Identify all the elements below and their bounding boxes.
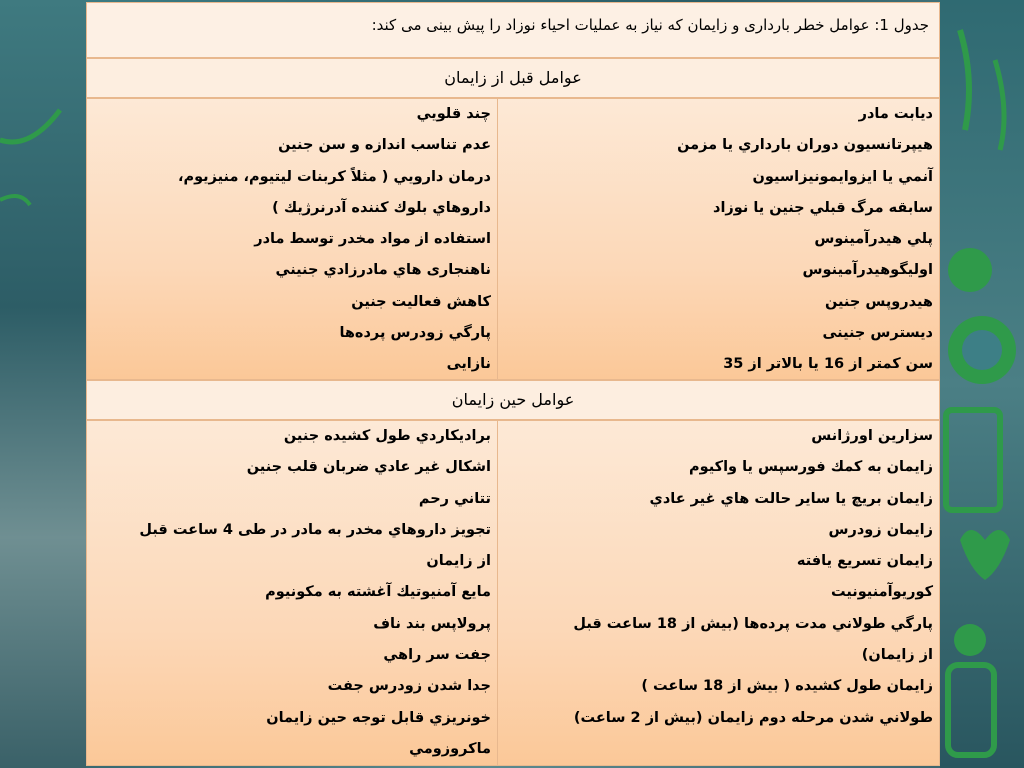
factor-item: كاهش فعاليت جنين [351,293,491,310]
factor-item: پارگي طولاني مدت پرده‌ها (بيش از 18 ساعت قبل [573,615,933,632]
factor-item: آنمي يا ايزوايمونيزاسيون [752,168,933,185]
factor-item: كوريوآمنيونيت [831,584,933,601]
intrapartum-left-column [87,421,498,765]
risk-factors-table [86,2,940,766]
factor-item: ديابت مادر [858,106,933,122]
factor-item: طولاني شدن مرحله دوم زايمان (بيش از 2 ساعت) [573,709,933,726]
prenatal-right-column [495,99,939,379]
factor-item: مايع آمنيوتيك آغشته به مكونيوم [265,584,491,601]
prenatal-section-header [86,58,940,98]
factor-item: زايمان زودرس [828,521,933,538]
factor-item: جدا شدن زودرس جفت [327,678,491,695]
decorative-left-icons [0,0,86,768]
factor-item: سن كمتر از 16 يا بالاتر از 35 [723,356,933,373]
factor-item: درمان دارويي ( مثلاً كربنات ليتيوم، منيزيوم، [177,168,491,185]
intrapartum-section-header [86,380,940,420]
prenatal-left-column [87,99,498,379]
intrapartum-section-title: عوامل حین زایمان [451,390,575,409]
factor-item: داروهاي بلوك كننده آدرنرژيك ) [272,199,491,216]
factor-item: براديكاردي طول كشيده جنين [283,428,491,444]
factor-item: هيدروپس جنين [824,293,933,310]
factor-item: نازايى [446,356,491,373]
factor-item: از زايمان) [861,647,933,664]
factor-item: از زايمان [426,553,491,570]
table-title-row [86,2,940,58]
factor-item: ماكروزومي [409,740,491,757]
factor-item: سابقه مرگ قبلي جنين يا نوزاد [713,199,933,216]
factor-item: پلي هيدرآمينوس [814,231,933,248]
factor-item: تتاني رحم [418,490,491,507]
factor-item: جفت سر راهي [383,647,491,664]
intrapartum-factors-block [86,420,940,766]
decorative-people-icons [940,0,1024,768]
factor-item: پارگي زودرس پرده‌ها [339,325,491,342]
factor-item: خونريزي قابل توجه حين زايمان [266,709,491,726]
factor-item: زايمان تسريع يافته [796,553,933,570]
factor-item: چند قلويي [416,106,491,122]
factor-item: سزارين اورژانس [811,428,933,444]
factor-item: زايمان به كمك فورسپس يا واكيوم [689,459,933,476]
prenatal-section-title: عوامل قبل از زایمان [444,68,582,87]
prenatal-factors-block [86,98,940,380]
factor-item: اشكال غير عادي ضربان قلب جنين [246,459,491,476]
factor-item: هيپرتانسيون دوران بارداري يا مزمن [677,137,933,154]
factor-item: عدم تناسب اندازه و سن جنين [278,137,491,154]
factor-item: ناهنجارى هاي مادرزادي جنيني [275,262,491,279]
factor-item: تجويز داروهاي مخدر به مادر در طی 4 ساعت قبل [139,521,491,538]
intrapartum-right-column [495,421,939,765]
factor-item: اوليگوهيدرآمينوس [802,262,933,279]
factor-item: زايمان بريچ يا ساير حالت هاي غير عادي [649,490,933,507]
table-title: جدول 1: عوامل خطر بارداری و زایمان که نیاز به عملیات احیاء نوزاد را پیش بینی می کند: [371,16,929,34]
factor-item: پرولاپس بند ناف [373,615,491,632]
factor-item: ديسترس جنينی [822,325,933,342]
factor-item: استفاده از مواد مخدر توسط مادر [254,231,491,248]
factor-item: زايمان طول كشيده ( بيش از 18 ساعت ) [641,678,933,695]
